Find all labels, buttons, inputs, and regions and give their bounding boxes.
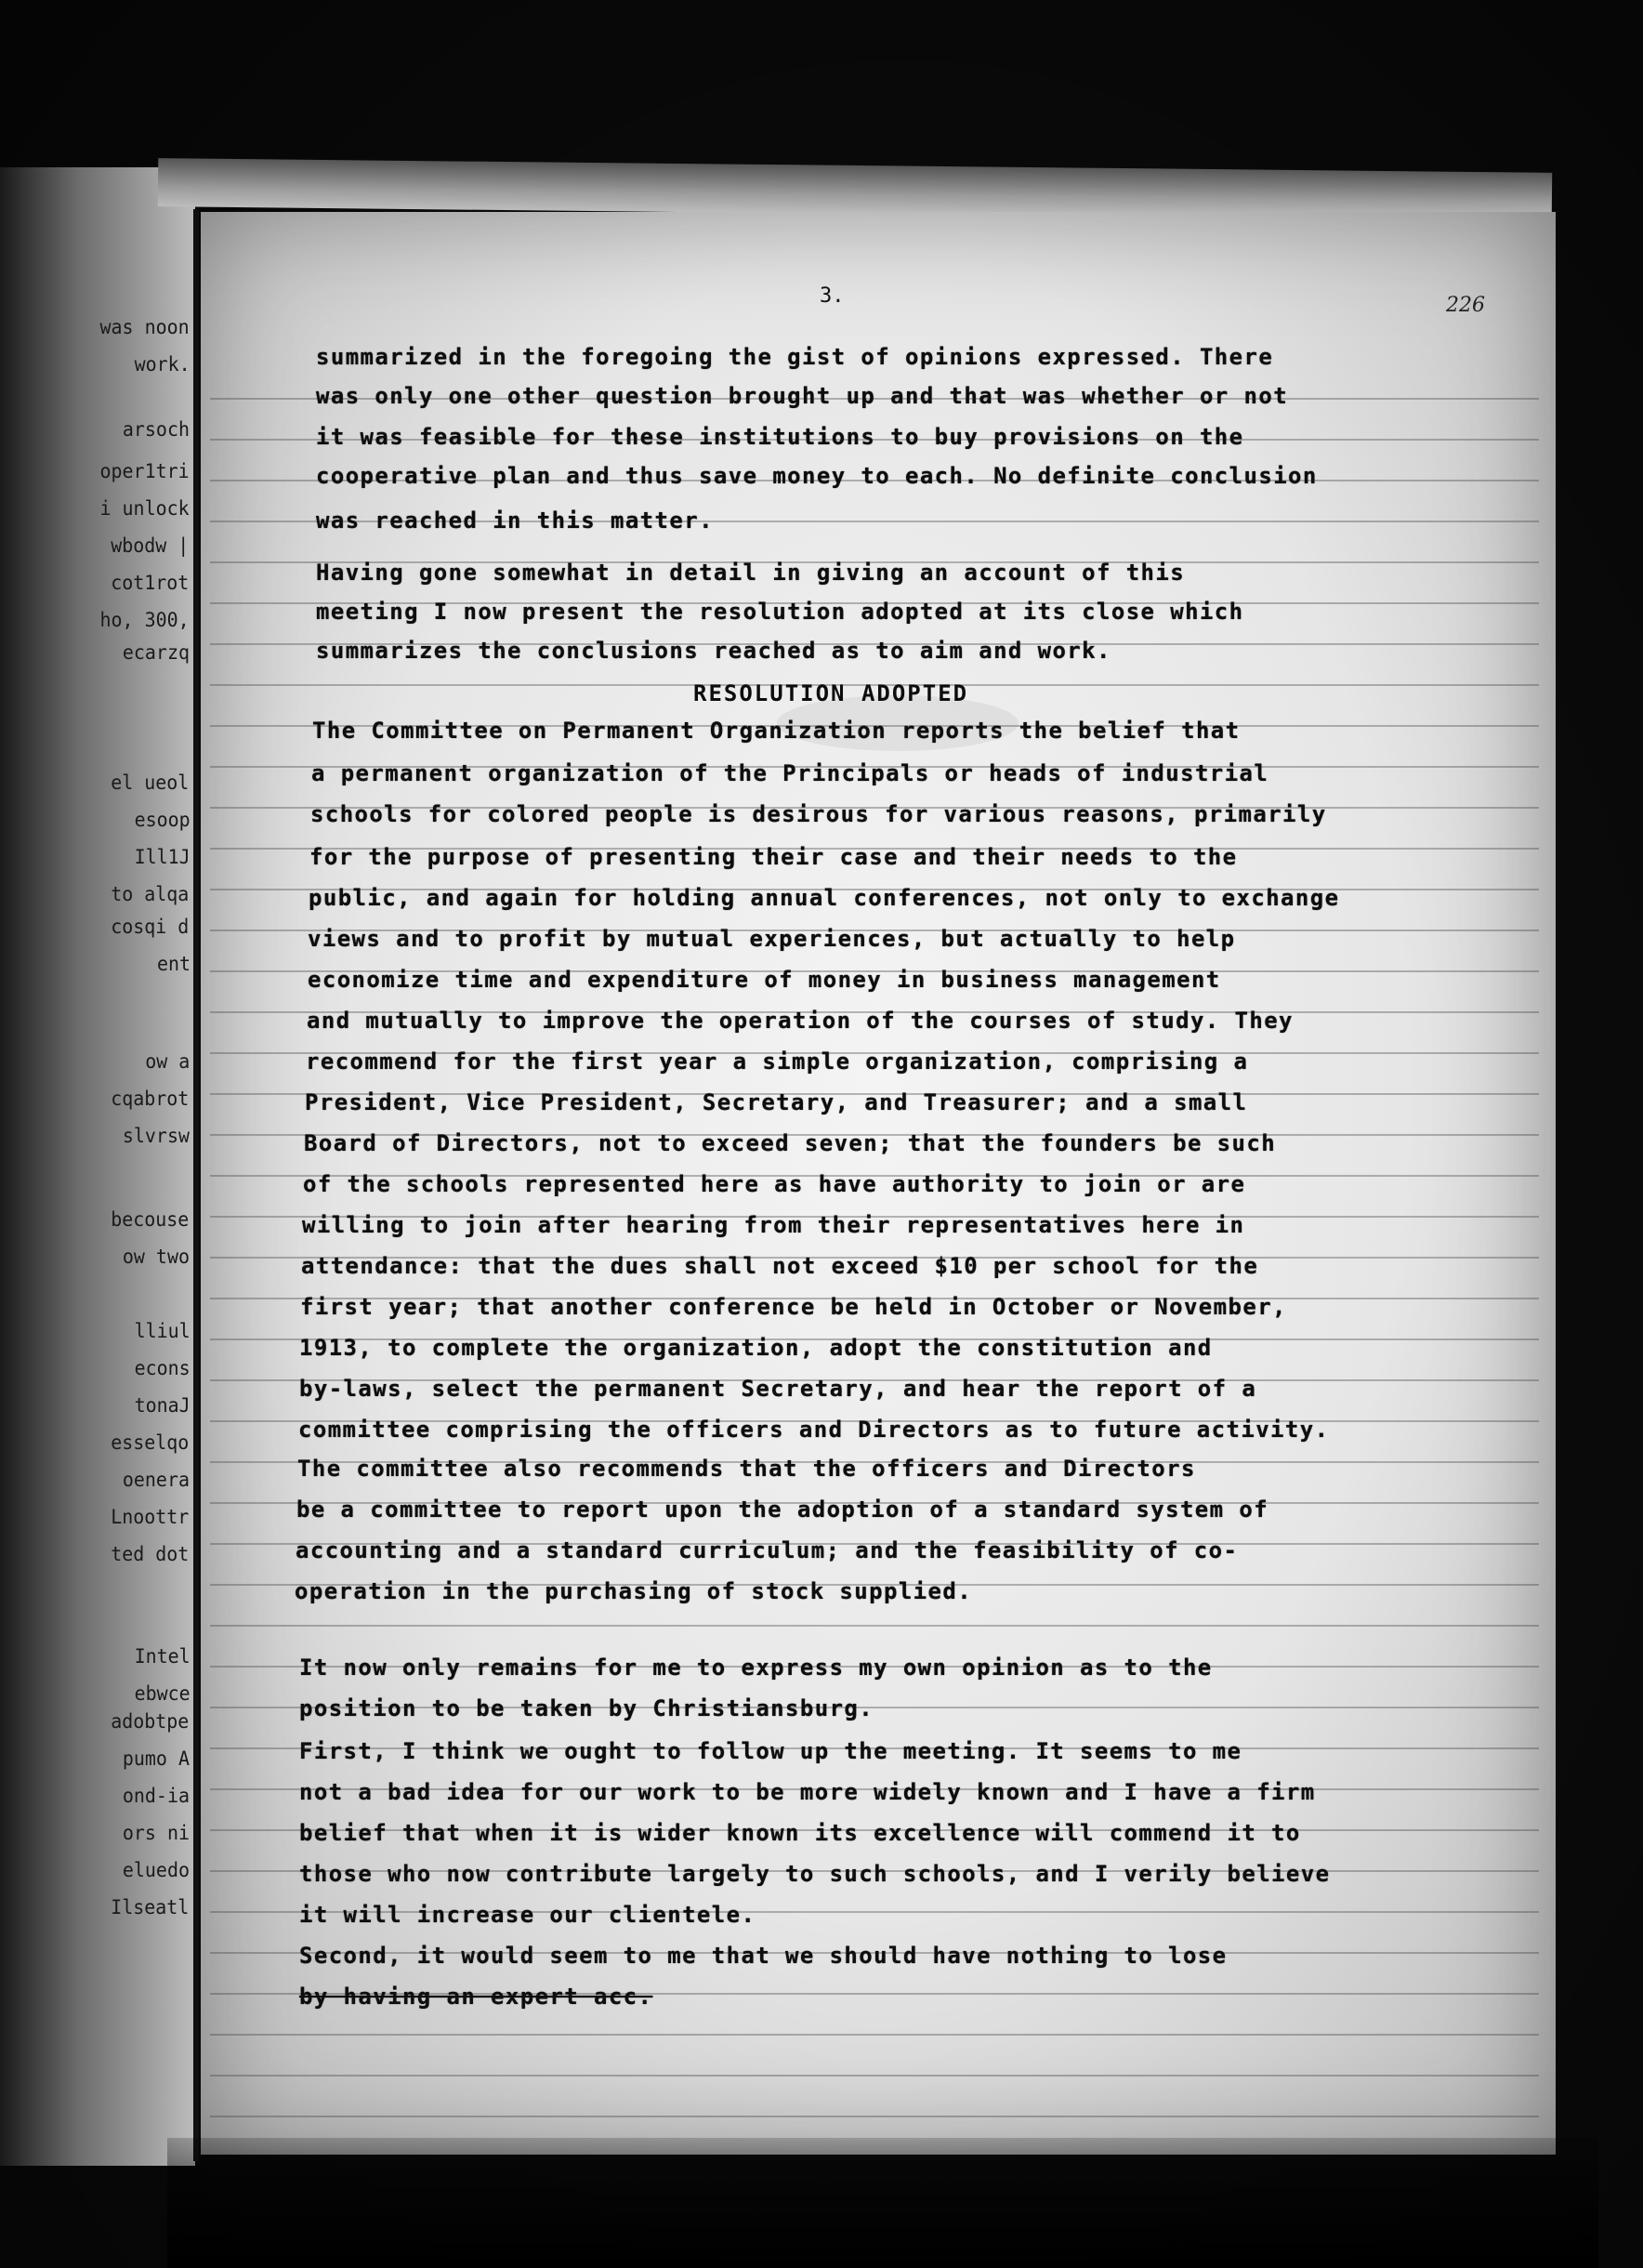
adjacent-page-text-fragment: Intel <box>134 1645 191 1668</box>
adjacent-page-text-fragment: cosqi d <box>111 916 190 938</box>
adjacent-page-text-fragment: ow a <box>145 1050 191 1073</box>
intro-text-line: it was feasible for these institutions to buy provisions on the <box>316 424 1244 450</box>
resolution-text-line: accounting and a standard curriculum; and the feasibility of co- <box>296 1537 1239 1563</box>
adjacent-page-text-fragment: ho, 300, <box>99 609 190 631</box>
adjacent-page-text-fragment: oenera <box>123 1469 191 1491</box>
resolution-text-line: recommend for the first year a simple organization, comprising a <box>306 1048 1249 1075</box>
adjacent-page-text-fragment: to alqa <box>111 883 190 905</box>
resolution-text-line: schools for colored people is desirous for various reasons, primarily <box>310 801 1327 827</box>
resolution-text-line: 1913, to complete the organization, adopt the constitution and <box>299 1335 1213 1361</box>
closing-text-line: not a bad idea for our work to be more widely known and I have a firm <box>299 1779 1316 1805</box>
adjacent-page-text-fragment: oper1tri <box>99 460 190 482</box>
ruled-line <box>210 2075 1539 2077</box>
adjacent-page-text-fragment: Ilseatl <box>111 1896 190 1919</box>
closing-text-line: position to be taken by Christiansburg. <box>299 1695 874 1721</box>
resolution-text-line: public, and again for holding annual conferences, not only to exchange <box>309 885 1340 911</box>
ruled-line <box>210 1625 1539 1627</box>
resolution-text-line: and mutually to improve the operation of the courses of study. They <box>307 1008 1294 1034</box>
resolution-text-line: a permanent organization of the Principals or heads of industrial <box>311 760 1269 786</box>
adjacent-page-text-fragment: ted dot <box>111 1543 190 1565</box>
resolution-text-line: for the purpose of presenting their case and their needs to the <box>309 844 1238 870</box>
closing-text-line: by having an expert acc. <box>299 1984 653 2010</box>
closing-text-line: belief that when it is wider known its excellence will commend it to <box>299 1820 1301 1846</box>
resolution-text-line: willing to join after hearing from their representatives here in <box>302 1212 1245 1238</box>
closing-text-line: it will increase our clientele. <box>299 1902 756 1928</box>
closing-text-line: First, I think we ought to follow up the meeting. It seems to me <box>299 1738 1242 1764</box>
resolution-text-line: of the schools represented here as have authority to join or are <box>303 1171 1246 1197</box>
intro-text-line: summarizes the conclusions reached as to aim and work. <box>316 638 1111 664</box>
adjacent-page-text-fragment: cqabrot <box>111 1088 190 1110</box>
closing-text-line: Second, it would seem to me that we should have nothing to lose <box>299 1943 1228 1969</box>
ruled-line <box>210 2034 1539 2036</box>
ruled-line <box>210 2116 1539 2117</box>
intro-text-line: Having gone somewhat in detail in giving an account of this <box>316 560 1186 586</box>
intro-text-line: was reached in this matter. <box>316 508 714 534</box>
resolution-text-line: Board of Directors, not to exceed seven; that the founders be such <box>304 1130 1277 1156</box>
resolution-text-line: be a committee to report upon the adoption of a standard system of <box>296 1497 1269 1523</box>
resolution-text-line: economize time and expenditure of money in business management <box>308 967 1221 993</box>
adjacent-page-text-fragment: eluedo <box>123 1859 191 1881</box>
adjacent-page-text-fragment: ors ni <box>123 1822 191 1844</box>
adjacent-page-text-fragment: tonaJ <box>134 1394 191 1417</box>
resolution-text-line: The committee also recommends that the officers and Directors <box>297 1456 1196 1482</box>
adjacent-page-text-fragment: Ill1J <box>134 846 191 868</box>
resolution-text-line: attendance: that the dues shall not exceed $10 per school for the <box>301 1253 1259 1279</box>
adjacent-page-text-fragment: ebwce <box>134 1682 191 1705</box>
closing-text-line: those who now contribute largely to such schools, and I verily believe <box>299 1861 1331 1887</box>
adjacent-page-text-fragment: ent <box>157 953 191 975</box>
scan-bottom-shadow <box>167 2138 1598 2268</box>
adjacent-page-text-fragment: adobtpe <box>111 1710 190 1733</box>
intro-text-line: meeting I now present the resolution adopted at its close which <box>316 599 1244 625</box>
section-heading: RESOLUTION ADOPTED <box>693 680 969 706</box>
adjacent-page-text-fragment: wbodw | <box>111 534 190 557</box>
adjacent-page-text-fragment: arsoch <box>123 418 191 441</box>
adjacent-page-text-fragment: ond-ia <box>123 1785 191 1807</box>
adjacent-page-text-fragment: el ueol <box>111 771 190 794</box>
intro-text-line: was only one other question brought up and that was whether or not <box>316 383 1289 409</box>
adjacent-page-text-fragment: was noon <box>99 316 190 338</box>
resolution-text-line: by-laws, select the permanent Secretary, and hear the report of a <box>299 1376 1257 1402</box>
intro-text-line: cooperative plan and thus save money to each. No definite conclusion <box>316 463 1318 489</box>
adjacent-page-text-fragment: Lnoottr <box>111 1506 190 1528</box>
adjacent-page-text-fragment: econs <box>134 1357 191 1379</box>
page-number: 3. <box>820 284 845 308</box>
adjacent-page-text-fragment: esselqo <box>111 1431 190 1454</box>
resolution-text-line: committee comprising the officers and Directors as to future activity. <box>298 1417 1330 1443</box>
adjacent-page-text-fragment: ecarzq <box>123 641 191 664</box>
adjacent-page-text-fragment: lliul <box>134 1320 191 1342</box>
adjacent-page-text-fragment: pumo A <box>123 1747 191 1770</box>
adjacent-page-text-fragment: esoop <box>134 809 191 831</box>
resolution-text-line: President, Vice President, Secretary, and Treasurer; and a small <box>305 1089 1248 1115</box>
page-binding-edge <box>193 209 199 2161</box>
resolution-text-line: The Committee on Permanent Organization reports the belief that <box>312 718 1241 744</box>
folio-number: 226 <box>1446 294 1485 317</box>
resolution-text-line: operation in the purchasing of stock supplied. <box>295 1578 973 1604</box>
closing-text-line: It now only remains for me to express my own opinion as to the <box>299 1655 1213 1681</box>
adjacent-page-text-fragment: i unlock <box>99 497 190 520</box>
adjacent-page-text-fragment: slvrsw <box>123 1125 191 1147</box>
adjacent-page-text-fragment: cot1rot <box>111 572 190 594</box>
adjacent-page-text-fragment: work. <box>134 353 191 376</box>
resolution-text-line: views and to profit by mutual experiences, but actually to help <box>308 926 1236 952</box>
resolution-text-line: first year; that another conference be held in October or November, <box>300 1294 1287 1320</box>
adjacent-page-fragment <box>0 167 195 2166</box>
adjacent-page-text-fragment: ow two <box>123 1246 191 1268</box>
adjacent-page-text-fragment: becouse <box>111 1208 190 1231</box>
intro-text-line: summarized in the foregoing the gist of opinions expressed. There <box>316 344 1274 370</box>
